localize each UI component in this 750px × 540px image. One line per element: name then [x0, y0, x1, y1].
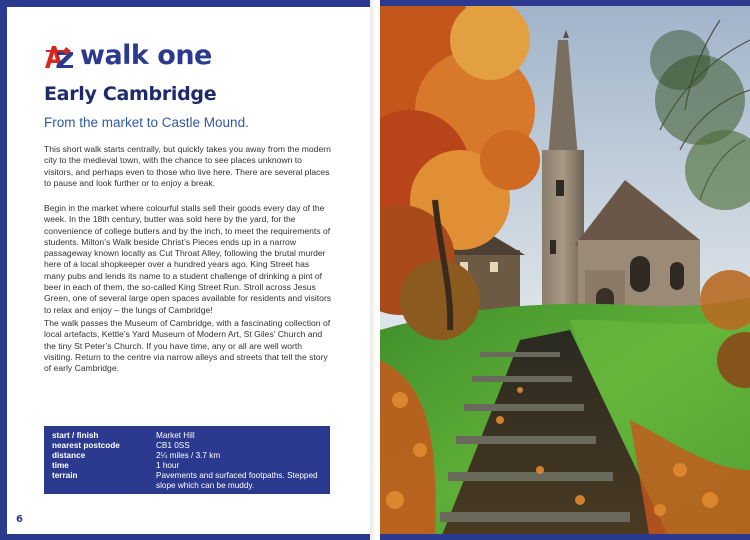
az-logo: [44, 44, 74, 70]
page-border-top-right: [380, 0, 750, 6]
info-key: terrain: [52, 471, 78, 480]
book-gutter: [370, 0, 380, 540]
info-key: distance: [52, 451, 86, 460]
left-page: [0, 0, 370, 540]
page-title: Early Cambridge: [44, 83, 217, 105]
page-subtitle: From the market to Castle Mound.: [44, 115, 249, 130]
page-border-bottom-right: [380, 534, 750, 540]
page-border-bottom: [0, 534, 370, 540]
page-number: 6: [16, 514, 23, 525]
page-border-left: [0, 0, 7, 540]
info-value: CB1 0SS: [156, 441, 190, 450]
info-value: 2¼ miles / 3.7 km: [156, 451, 221, 460]
paragraph-market: Begin in the market where colourful stalls sell their goods every day of the week. In the 18th century, butter was sold here by the yard, for the convenience of college butlers and by the inch, to meet the requirements of students. Milton’s Walk beside Christ’s Pieces ends up in a narrow passageway known locally as Cut Throat Alley, following the brutal murder here of a local shopkeeper over a hundred years ago. King Street has many pubs and lends its name to a student challenge of drinking a pint of beer in each of them, the so-called King Street Run. Stroll across Jesus Green, one of several large open spaces available for residents and visitors to relax and enjoy – the lungs of Cambridge!: [44, 203, 332, 315]
walk-info-box: [44, 426, 330, 494]
info-key: nearest postcode: [52, 441, 120, 450]
info-key: time: [52, 461, 69, 470]
church-photo: [380, 0, 750, 540]
info-value: 1 hour: [156, 461, 180, 470]
section-label: walk one: [80, 40, 212, 71]
right-page: [380, 0, 750, 540]
paragraph-museum: The walk passes the Museum of Cambridge, with a fascinating collection of local artefacts, Kettle’s Yard Museum of Modern Art, St Giles’ Church and the tiny St Peter’s Church. If you have time, any or all are well worth visiting. Return to the centre via narrow alleys and streets that tell the story of early Cambridge.: [44, 318, 331, 374]
page-border-top: [0, 0, 370, 7]
info-key: start / finish: [52, 431, 99, 440]
paragraph-intro: This short walk starts centrally, but quickly takes you away from the modern city to the medieval town, with the chance to see places unknown to visitors, and perhaps even to those who live here. There are several places to pause and look further or to enjoy a break.: [44, 144, 331, 188]
info-value: Market Hill: [156, 431, 195, 440]
info-value: Pavements and surfaced footpaths. Stepped slope which can be muddy.: [156, 471, 318, 490]
